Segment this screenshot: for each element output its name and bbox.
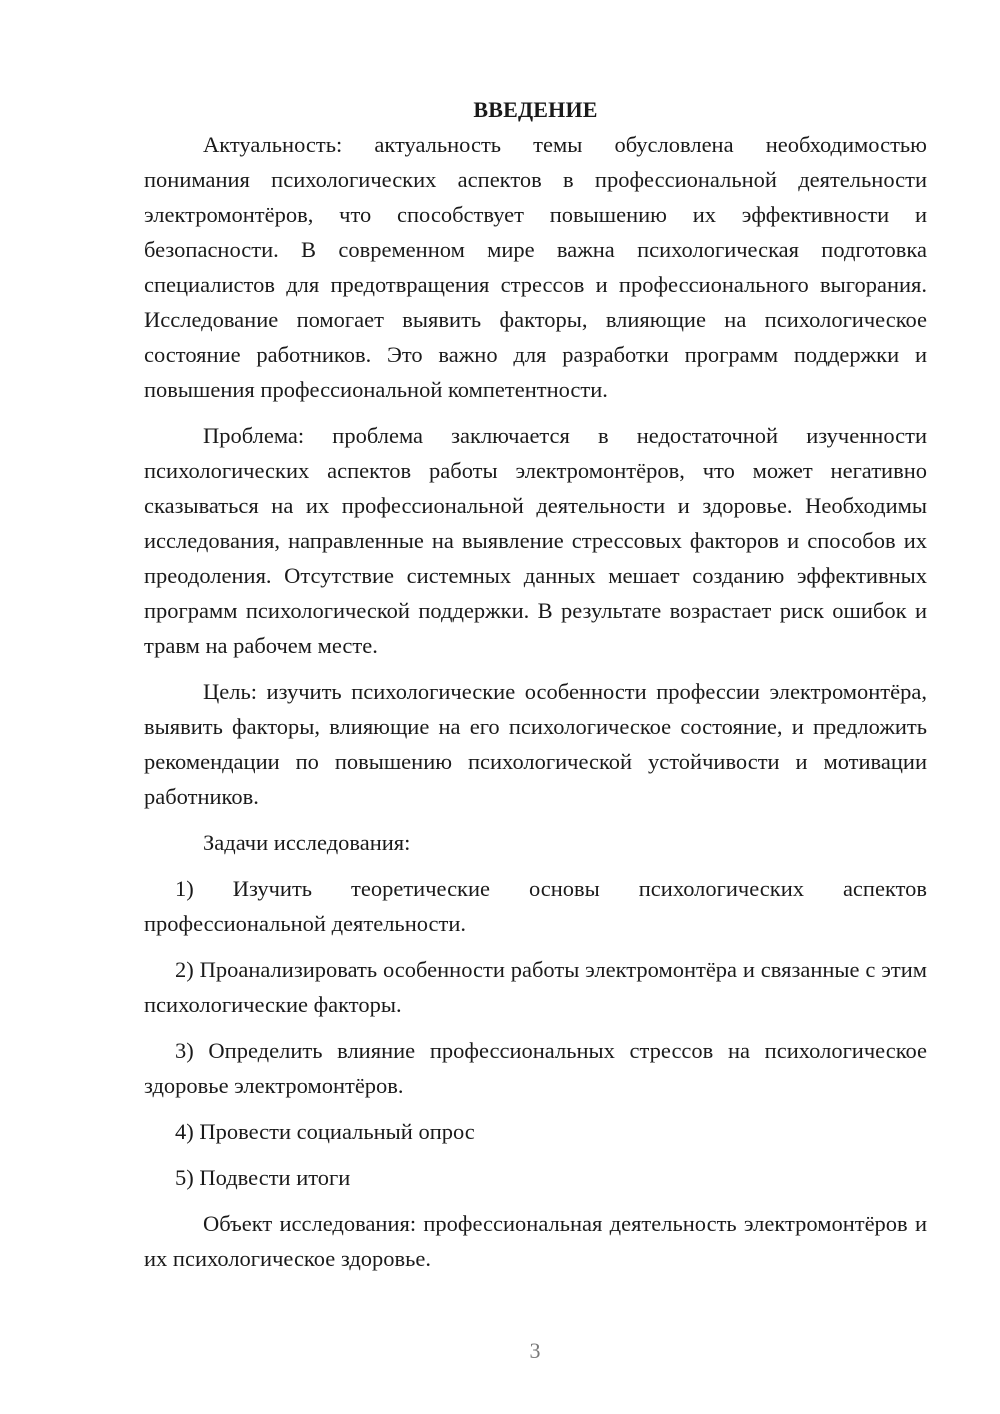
task-item-2: 2) Проанализировать особенности работы электромонтёра и связанные с этим психологические факторы.: [144, 957, 927, 1017]
document-body: [144, 92, 927, 1287]
page-title: ВВЕДЕНИЕ: [473, 97, 598, 122]
task-item-3: 3) Определить влияние профессиональных стрессов на психологическое здоровье электромонтёров.: [144, 1038, 927, 1098]
paragraph-object: Объект исследования: профессиональная деятельность электромонтёров и их психологическое здоровье.: [144, 1211, 927, 1271]
paragraph-goal: Цель: изучить психологические особенности профессии электромонтёра, выявить факторы, влияющие на его психологическое состояние, и предложить рекомендации по повышению психологической устойчивости и мотивации работников.: [144, 679, 927, 809]
tasks-title: Задачи исследования:: [203, 830, 411, 855]
paragraph-problem: Проблема: проблема заключается в недостаточной изученности психологических аспектов работы электромонтёров, что может негативно сказываться на их профессиональной деятельности и здоровье. Необходимы исследования, направленные на выявление стрессовых факторов и способов их преодоления. Отсутствие системных данных мешает созданию эффективных программ психологической поддержки. В результате возрастает риск ошибок и травм на рабочем месте.: [144, 423, 927, 658]
task-item-5: 5) Подвести итоги: [175, 1165, 351, 1190]
task-item-1: 1) Изучить теоретические основы психологических аспектов профессиональной деятельности.: [144, 876, 927, 936]
paragraph-relevance: Актуальность: актуальность темы обусловлена необходимостью понимания психологических аспектов в профессиональной деятельности электромонтёров, что способствует повышению их эффективности и безопасности. В современном мире важна психологическая подготовка специалистов для предотвращения стрессов и профессионального выгорания. Исследование помогает выявить факторы, влияющие на психологическое состояние работников. Это важно для разработки программ поддержки и повышения профессиональной компетентности.: [144, 132, 927, 402]
task-item-4: 4) Провести социальный опрос: [175, 1119, 475, 1144]
page-number: 3: [529, 1338, 541, 1363]
